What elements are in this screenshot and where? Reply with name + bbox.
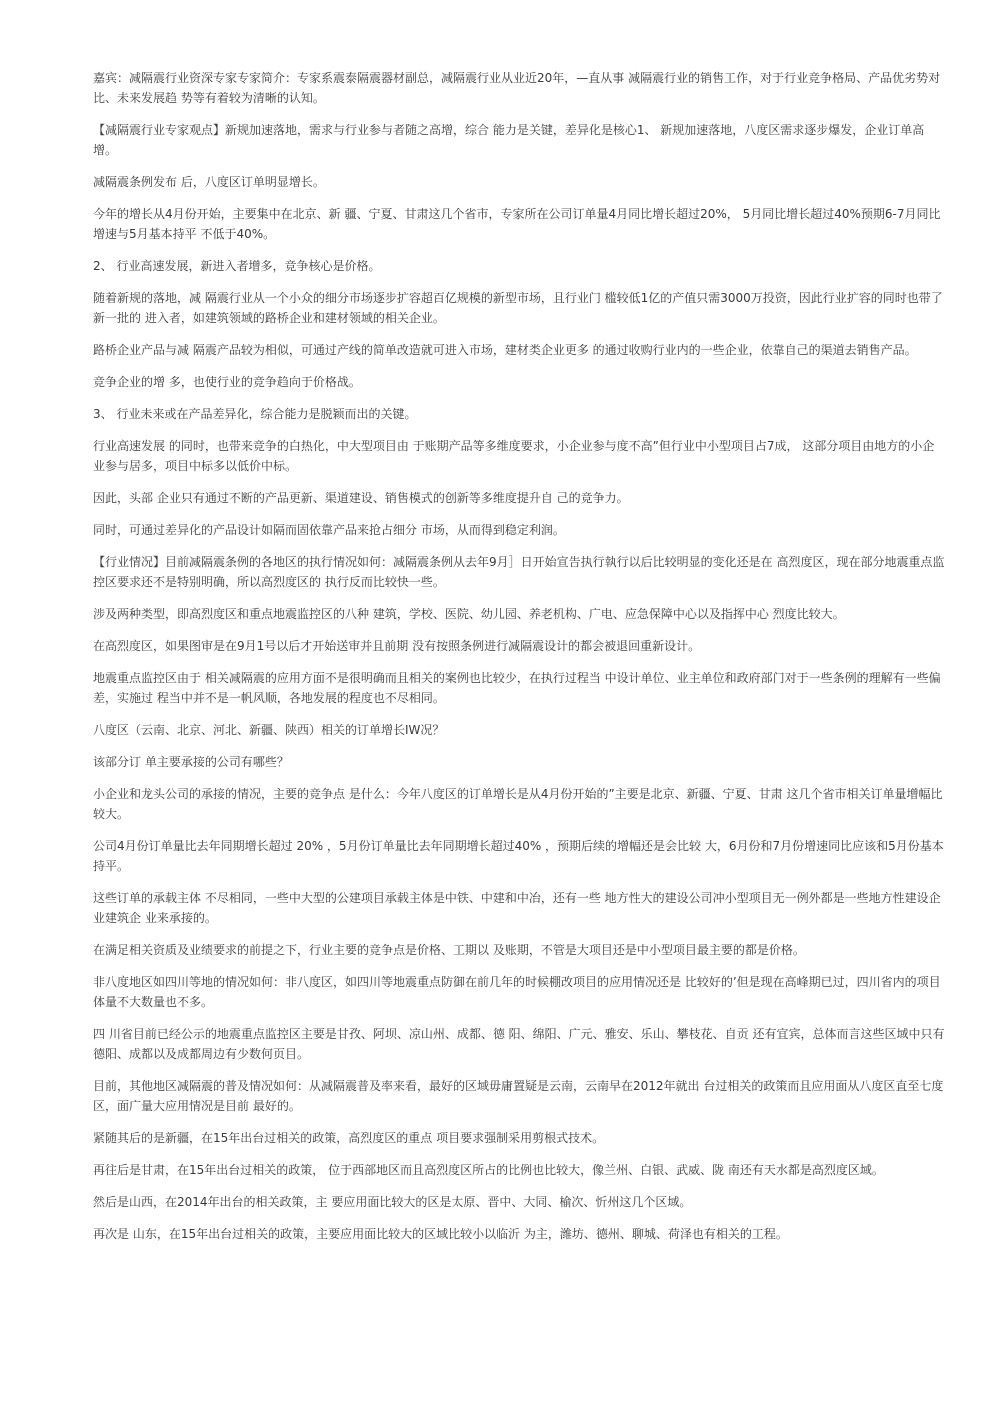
paragraph: 在高烈度区，如果图审是在9月1号以后才开始送审并且前期 没有按照条例进行减隔震设计的都会被退回重新设计。 xyxy=(93,639,701,653)
paragraph: 因此，头部 企业只有通过不断的产品更新、渠道建设、销售模式的创新等多维度提升自 己的竞争力。 xyxy=(93,491,629,505)
paragraph: 减隔震条例发布 后，八度区订单明显增长。 xyxy=(93,175,325,189)
paragraph: 今年的增长从4月份开始，主要集中在北京、新 疆、宁夏、甘肃这几个省市，专家所在公司订单量4月同比增长超过20%， 5月同比增长超过40%预期6-7月同比增速与5月基本持平 不低于40%。 xyxy=(93,207,941,241)
paragraph: 小企业和龙头公司的承接的情况，主要的竞争点 是什么：今年八度区的订单增长是从4月份开始的”主要是北京、新疆、宁夏、甘肃 这几个省市相关订单量增幅比较大。 xyxy=(93,787,943,821)
paragraph: 随着新规的落地，减 隔震行业从一个小众的细分市场逐步扩容超百亿规模的新型市场，且行业门 槛较低1亿的产值只需3000万投资，因此行业扩容的同时也带了新一批的 进入者，如建筑领域的路桥企业和建材领域的相关企业。 xyxy=(93,291,943,325)
paragraph-intro: 嘉宾：减隔震行业资深专家专家简介：专家系震泰隔震器材副总，减隔震行业从业近20年，—直从事 减隔震行业的销售工作，对于行业竞争格局、产品优劣势对比、未来发展趋 势等有着较为清晰的认知。 xyxy=(93,71,941,105)
paragraph: 竞争企业的增 多，也使行业的竞争趋向于价格战。 xyxy=(93,375,361,389)
paragraph-expert-view: 【减隔震行业专家观点】新规加速落地，需求与行业参与者随之高增，综合 能力是关键，差异化是核心1、 新规加速落地，八度区需求逐步爆发，企业订单高增。 xyxy=(93,123,925,157)
paragraph-question: 该部分订 单主要承接的公司有哪些？ xyxy=(93,755,289,769)
paragraph: 这些订单的承载主体 不尽相同，一些中大型的公建项目承载主体是中铁、中建和中冶，还有一些 地方性大的建设公司冲小型项目无一例外都是一些地方性建设企业建筑企 业来承接的。 xyxy=(93,891,941,925)
paragraph: 在满足相关资质及业绩要求的前提之下，行业主要的竞争点是价格、工期以 及账期，不管是大项目还是中小型项目最主要的都是价格。 xyxy=(93,943,805,957)
paragraph-section-heading: 3、 行业未来或在产品差异化，综合能力是脱颖而出的关键。 xyxy=(93,407,417,421)
document-body xyxy=(93,68,945,1256)
paragraph: 然后是山西，在2014年出台的相关政策，主 要应用面比较大的区是太原、晋中、大同、榆次、忻州这几个区域。 xyxy=(93,1195,692,1209)
paragraph: 涉及两种类型，即高烈度区和重点地震监控区的八种 建筑，学校、医院、幼儿园、养老机构、广电、应急保障中心以及指挥中心 烈度比较大。 xyxy=(93,607,845,621)
paragraph-section-heading: 2、 行业高速发展，新进入者增多，竞争核心是价格。 xyxy=(93,259,381,273)
paragraph: 紧随其后的是新疆，在15年出台过相关的政策，高烈度区的重点 项目要求强制采用剪根式技术。 xyxy=(93,1131,605,1145)
paragraph: 地震重点监控区由于 相关减隔震的应用方面不是很明确而且相关的案例也比较少，在执行过程当 中设计单位、业主单位和政府部门对于一些条例的理解有一些偏差，实施过 程当中并不是一帆风顺，各地发展的程度也不尽相同。 xyxy=(93,671,941,705)
paragraph: 再往后是甘肃，在15年出台过相关的政策， 位于西部地区而且高烈度区所占的比例也比较大，像兰州、白银、武威、陇 南还有天水都是高烈度区域。 xyxy=(93,1163,884,1177)
paragraph-industry-situation: 【行业情况】目前减隔震条例的各地区的执行情况如何：减隔震条例从去年9月］日开始宣告执行執行以后比较明显的变化还是在 高烈度区，现在部分地震重点监控区要求还不是特别明确，所以高烈度区的 执行反而比较快一些。 xyxy=(93,555,945,589)
paragraph: 四 川省目前已经公示的地震重点监控区主要是甘孜、阿坝、凉山州、成都、德 阳、绵阳、广元、雅安、乐山、攀枝花、自贡 还有宜宾，总体而言这些区域中只有德阳、成都以及成都周边有少数何页目。 xyxy=(93,1027,945,1061)
paragraph: 公司4月份订单量比去年同期增长超过 20% ，5月份订单量比去年同期增长超过40% ，预期后续的增幅还是会比较 大，6月份和7月份增速同比应该和5月份基本持平。 xyxy=(93,839,944,873)
paragraph: 行业高速发展 的同时，也带来竞争的白热化，中大型项目由 于账期产品等多维度要求，小企业参与度不高”但行业中小型项目占7成， 这部分项目由地方的小企业参与居多，项目中标多以低价中标。 xyxy=(93,439,935,473)
paragraph: 再次是 山东，在15年出台过相关的政策，主要应用面比较大的区域比较小以临沂 为主，潍坊、德州、聊城、荷泽也有相关的工程。 xyxy=(93,1227,788,1241)
paragraph: 目前，其他地区减隔震的普及情况如何：从减隔震普及率来看，最好的区域毋庸置疑是云南，云南早在2012年就出 台过相关的政策而且应用面从八度区直至七度区，面广量大应用情况是目前 最好的。 xyxy=(93,1079,944,1113)
paragraph: 同时，可通过差异化的产品设计如隔而固依靠产品来抢占细分 市场，从而得到稳定利润。 xyxy=(93,523,565,537)
paragraph: 路桥企业产品与减 隔震产品较为相似，可通过产线的简单改造就可进入市场，建材类企业更多 的通过收购行业内的一些企业，依靠自己的渠道去销售产品。 xyxy=(93,343,917,357)
paragraph: 非八度地区如四川等地的情况如何：非八度区，如四川等地震重点防御在前几年的时候棚改项目的应用情况还是 比较好的’但是现在高峰期已过，四川省内的项目 体量不大数量也不多。 xyxy=(93,975,941,1009)
paragraph-question: 八度区（云南、北京、河北、新疆、陕西）相关的订单增长IW况？ xyxy=(93,723,445,737)
